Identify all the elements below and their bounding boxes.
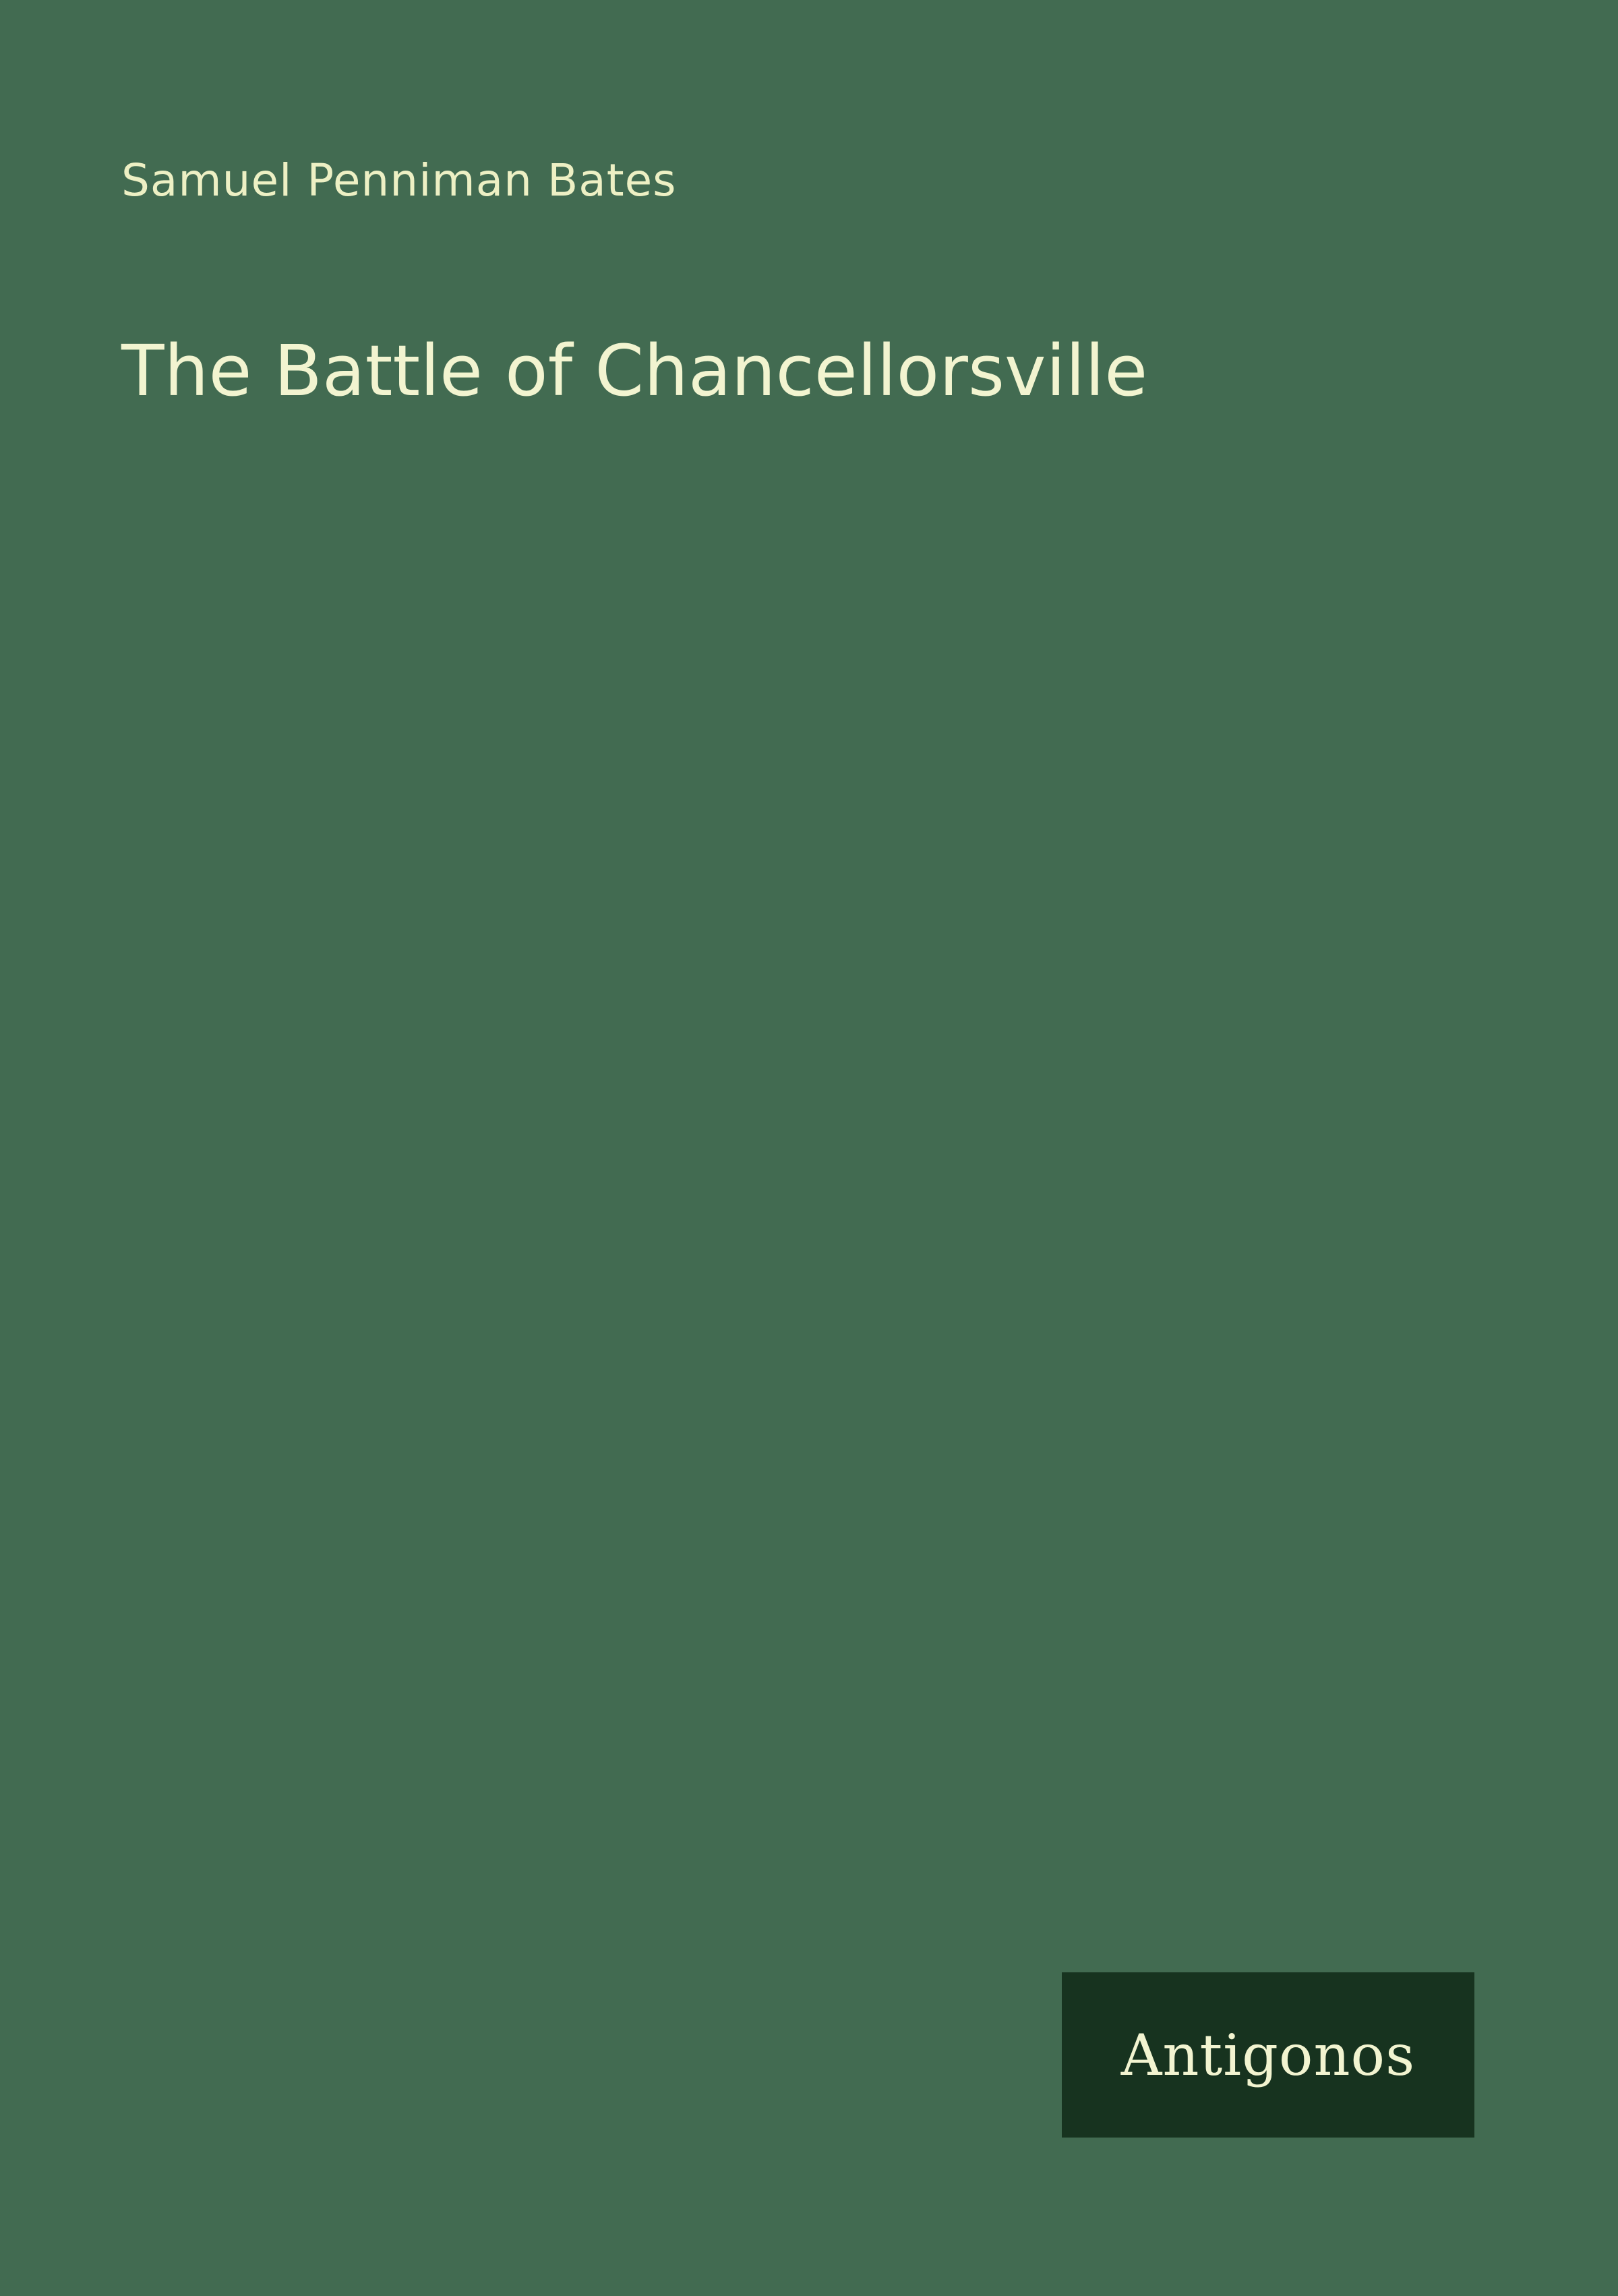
author-name: Samuel Penniman Bates	[121, 154, 677, 206]
book-title: The Battle of Chancellorsville	[121, 330, 1148, 412]
publisher-badge	[1062, 1972, 1474, 2138]
publisher-name: Antigonos	[1120, 2022, 1416, 2088]
